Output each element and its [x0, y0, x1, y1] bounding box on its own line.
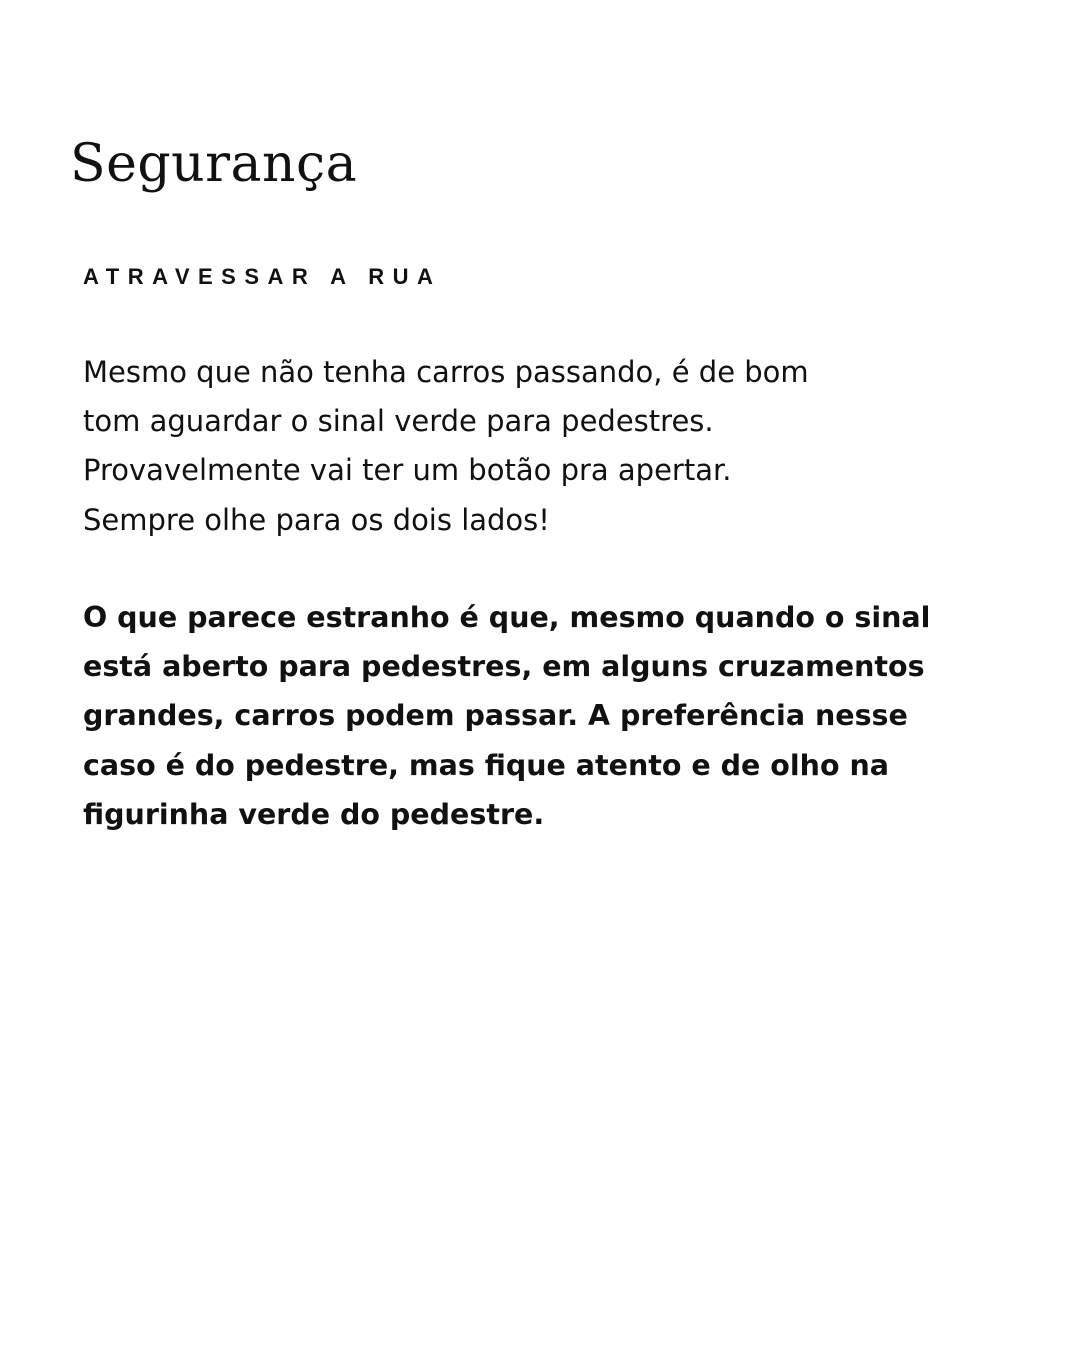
section-subtitle: ATRAVESSAR A RUA [83, 264, 442, 289]
body-paragraph-2-bold [83, 593, 930, 839]
paragraph-2-line: figurinha verde do pedestre. [83, 797, 545, 831]
paragraph-2-line: O que parece estranho é que, mesmo quando o sinal [83, 601, 931, 634]
paragraph-1-line: Sempre olhe para os dois lados! [83, 502, 550, 537]
paragraph-2-line: grandes, carros podem passar. A preferência nesse [83, 699, 908, 733]
paragraph-1-line: Provavelmente vai ter um botão pra apertar. [83, 453, 732, 488]
page-title: Segurança [70, 134, 358, 194]
paragraph-2-line: caso é do pedestre, mas fique atento e de olho na [83, 748, 889, 782]
paragraph-1-line: Mesmo que não tenha carros passando, é de bom [83, 355, 809, 389]
body-paragraph-1 [83, 348, 809, 545]
paragraph-2-line: está aberto para pedestres, em alguns cruzamentos [83, 650, 925, 684]
paragraph-1-line: tom aguardar o sinal verde para pedestres. [83, 404, 714, 439]
